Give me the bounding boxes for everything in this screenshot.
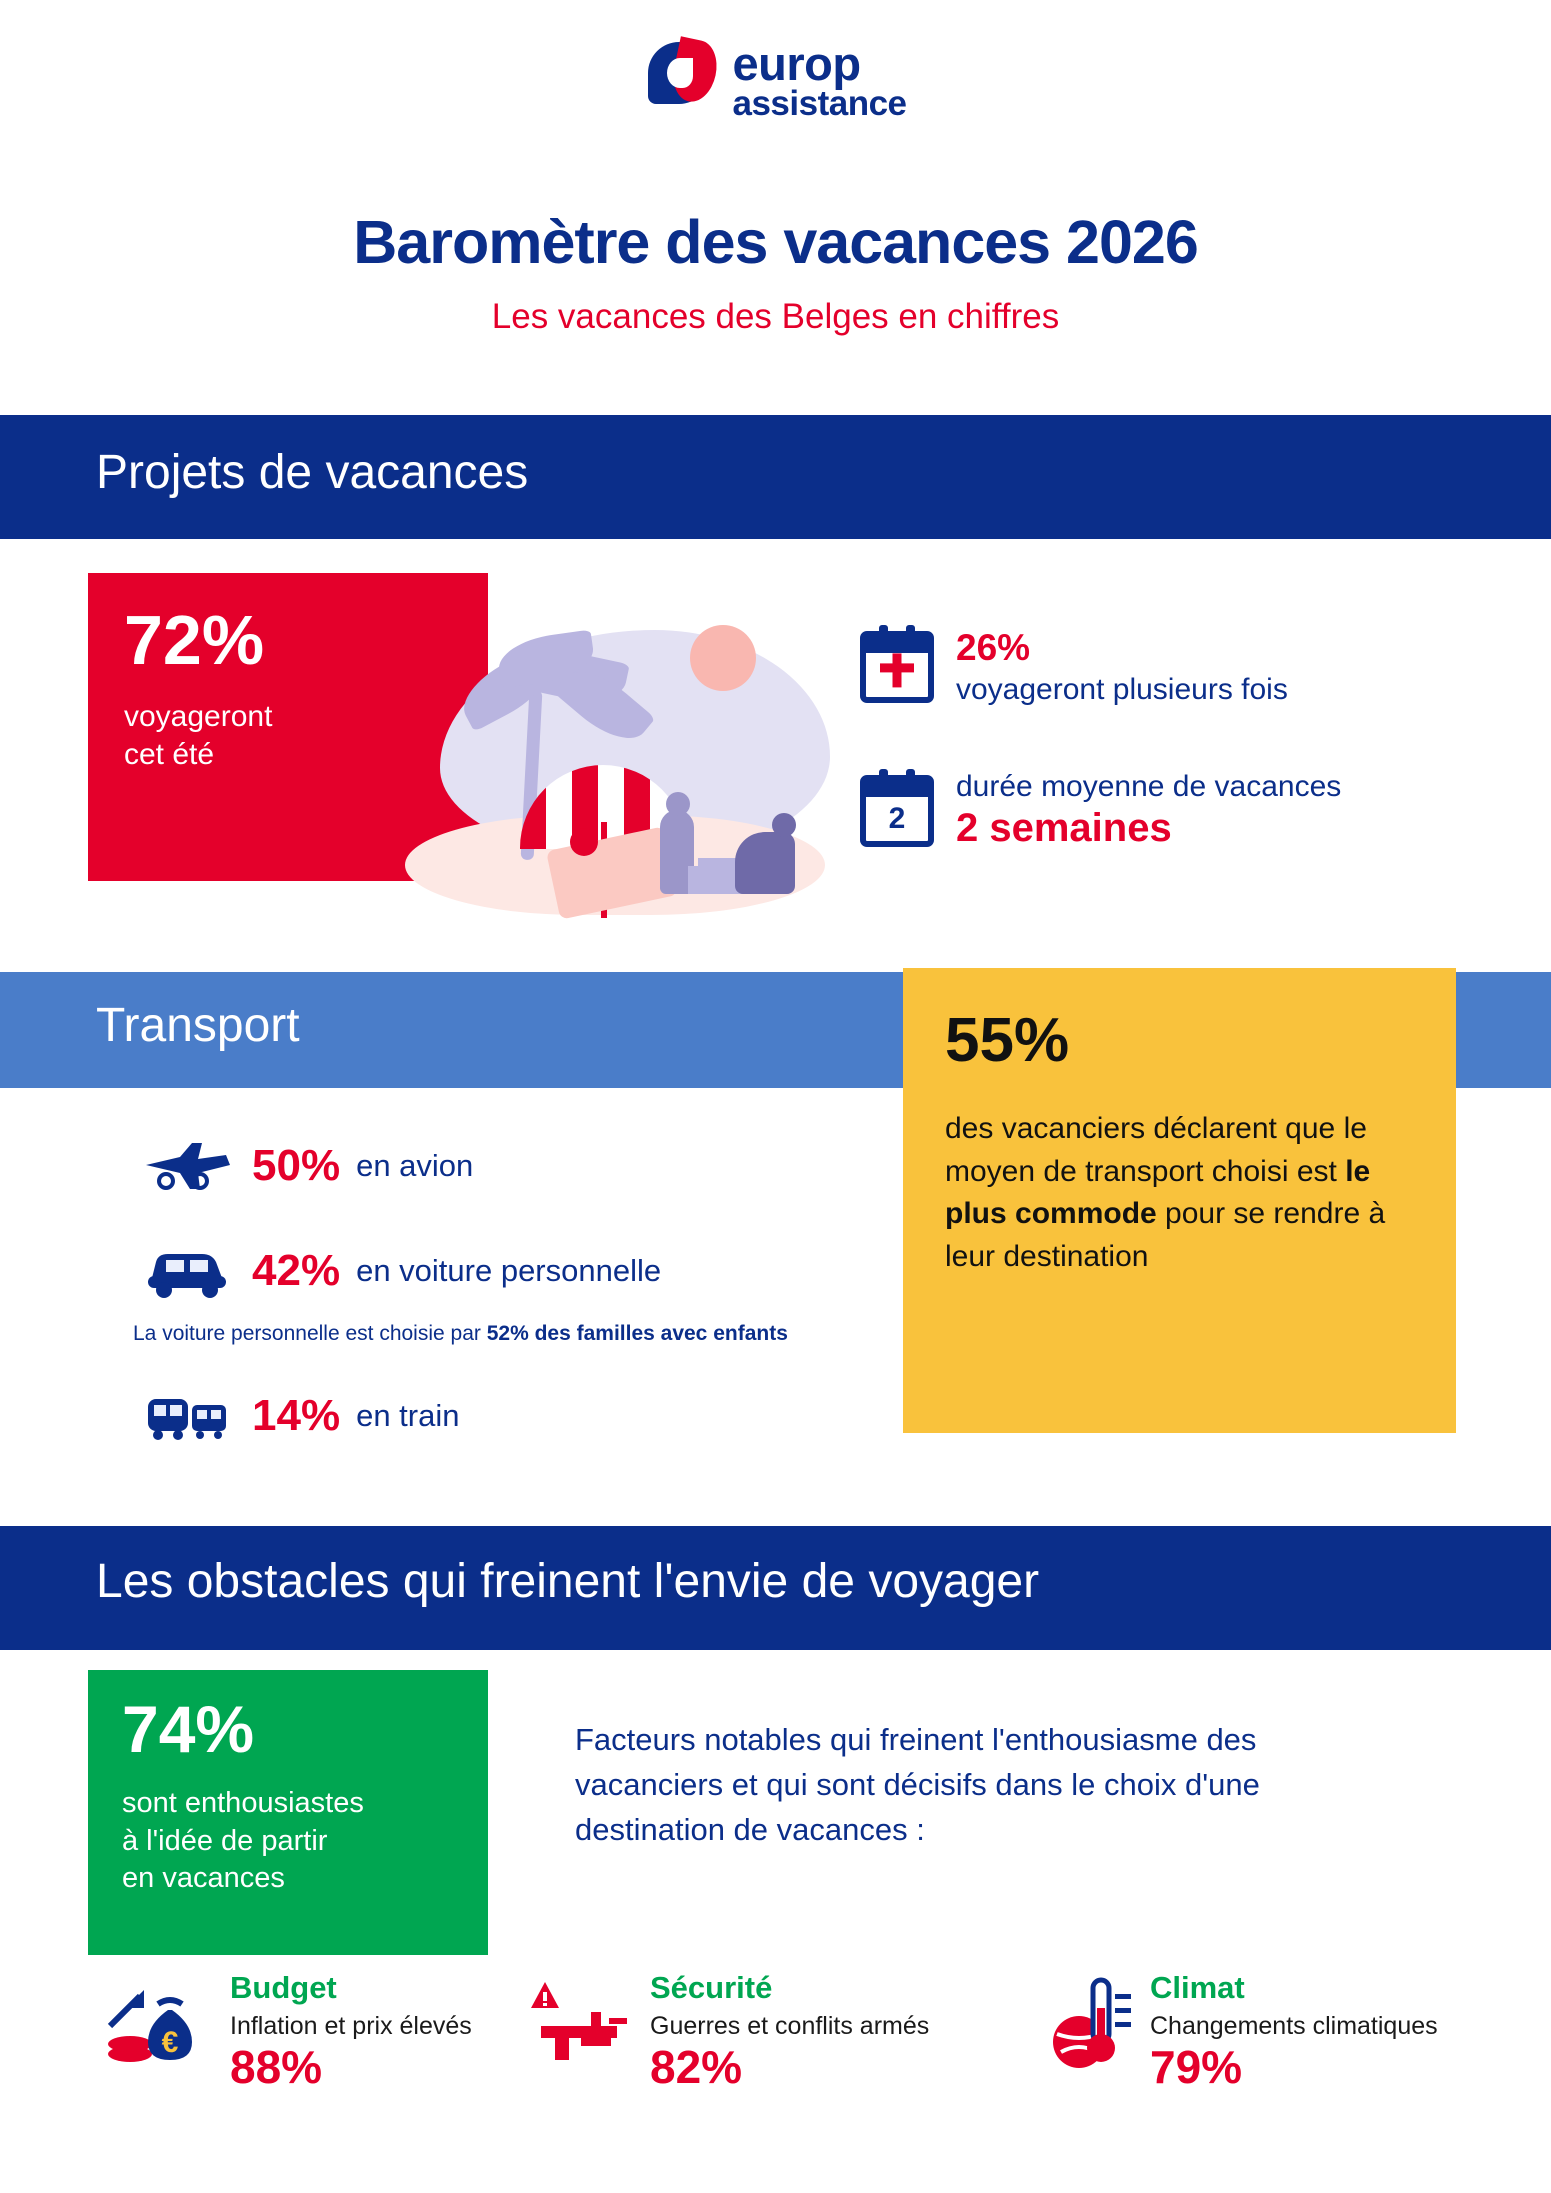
beach-illustration <box>380 570 850 970</box>
stat-caption-summer-travel: voyageront cet été <box>124 700 273 771</box>
logo-line-1: europ <box>732 36 861 90</box>
calendar-plus-icon <box>860 631 934 703</box>
brand-logo <box>0 38 1551 124</box>
stat-multiple-trips <box>860 627 1288 707</box>
stat-card-enthusiasm <box>88 1670 488 1955</box>
factor-desc-budget: Inflation et prix élevés <box>230 2012 472 2040</box>
transport-label-train: en train <box>356 1398 460 1433</box>
stat-value-multiple-trips: 26% <box>956 627 1031 668</box>
factor-budget <box>230 1970 472 2091</box>
factor-value-securite: 82% <box>650 2041 743 2093</box>
money-bag-euro-icon <box>100 1968 210 2078</box>
section-title-projets: Projets de vacances <box>96 446 529 499</box>
stat-caption-enthusiasm: sont enthousiastes à l'idée de partir en vacances <box>122 1787 364 1895</box>
stat-value-summer-travel: 72% <box>124 601 265 679</box>
transport-value-train: 14% <box>252 1391 341 1440</box>
thermometer-globe-icon <box>1035 1968 1145 2078</box>
factor-title-climat: Climat <box>1150 1970 1245 2005</box>
factor-value-budget: 88% <box>230 2041 323 2093</box>
factor-desc-securite: Guerres et conflits armés <box>650 2012 930 2040</box>
factor-value-climat: 79% <box>1150 2041 1243 2093</box>
factor-climat <box>1150 1970 1438 2091</box>
transport-mode-plane <box>140 1135 473 1197</box>
transport-note-strong: 52% des familles avec enfants <box>486 1322 788 1345</box>
factor-title-securite: Sécurité <box>650 1970 773 2005</box>
stat-value-average-duration: 2 semaines <box>956 806 1172 850</box>
factor-securite <box>650 1970 929 2091</box>
page-subtitle: Les vacances des Belges en chiffres <box>491 297 1060 336</box>
section-title-obstacles: Les obstacles qui freinent l'envie de voyager <box>96 1555 1040 1608</box>
transport-label-car: en voiture personnelle <box>356 1253 662 1288</box>
callout-text-part2: pour se rendre à leur destination <box>945 1197 1386 1273</box>
obstacles-intro-text: Facteurs notables qui freinent l'enthousiasme des vacanciers et qui sont décisifs dans le choix d'une destination de vacances : <box>575 1722 1260 1847</box>
section-band-obstacles <box>0 1526 1551 1650</box>
sun-icon <box>690 625 756 691</box>
transport-value-plane: 50% <box>252 1141 341 1190</box>
page-title: Baromètre des vacances 2026 <box>353 208 1198 276</box>
transport-note-families <box>133 1322 788 1346</box>
callout-value-convenience: 55% <box>945 1006 1070 1075</box>
logo-line-2: assistance <box>732 83 907 123</box>
stat-label-average-duration: durée moyenne de vacances <box>956 770 1342 803</box>
transport-value-car: 42% <box>252 1246 341 1295</box>
transport-mode-car <box>140 1240 661 1302</box>
section-band-projets <box>0 415 1551 539</box>
airplane-icon <box>140 1135 236 1197</box>
factor-desc-climat: Changements climatiques <box>1150 2012 1438 2040</box>
car-icon <box>140 1240 236 1302</box>
callout-card-convenience <box>903 968 1456 1433</box>
stat-value-enthusiasm: 74% <box>122 1692 255 1766</box>
callout-text-convenience <box>945 1108 1430 1278</box>
transport-note-prefix: La voiture personnelle est choisie par <box>133 1322 487 1345</box>
weapon-warning-icon <box>525 1968 635 2078</box>
svg-text:€: € <box>161 2026 179 2059</box>
section-title-transport: Transport <box>96 999 300 1052</box>
callout-text-bold: le plus commode <box>945 1154 1371 1231</box>
callout-text-part1: des vacanciers déclarent que le moyen de transport choisi est <box>945 1112 1367 1188</box>
transport-mode-train <box>140 1385 459 1447</box>
brand-logo-text <box>732 36 907 123</box>
calendar-2-icon: 2 <box>860 775 934 847</box>
factor-title-budget: Budget <box>230 1970 337 2005</box>
transport-label-plane: en avion <box>356 1148 474 1183</box>
stat-average-duration <box>860 770 1341 851</box>
europ-assistance-mark-icon <box>644 38 718 124</box>
stat-label-multiple-trips: voyageront plusieurs fois <box>956 673 1288 706</box>
train-icon <box>140 1385 236 1447</box>
